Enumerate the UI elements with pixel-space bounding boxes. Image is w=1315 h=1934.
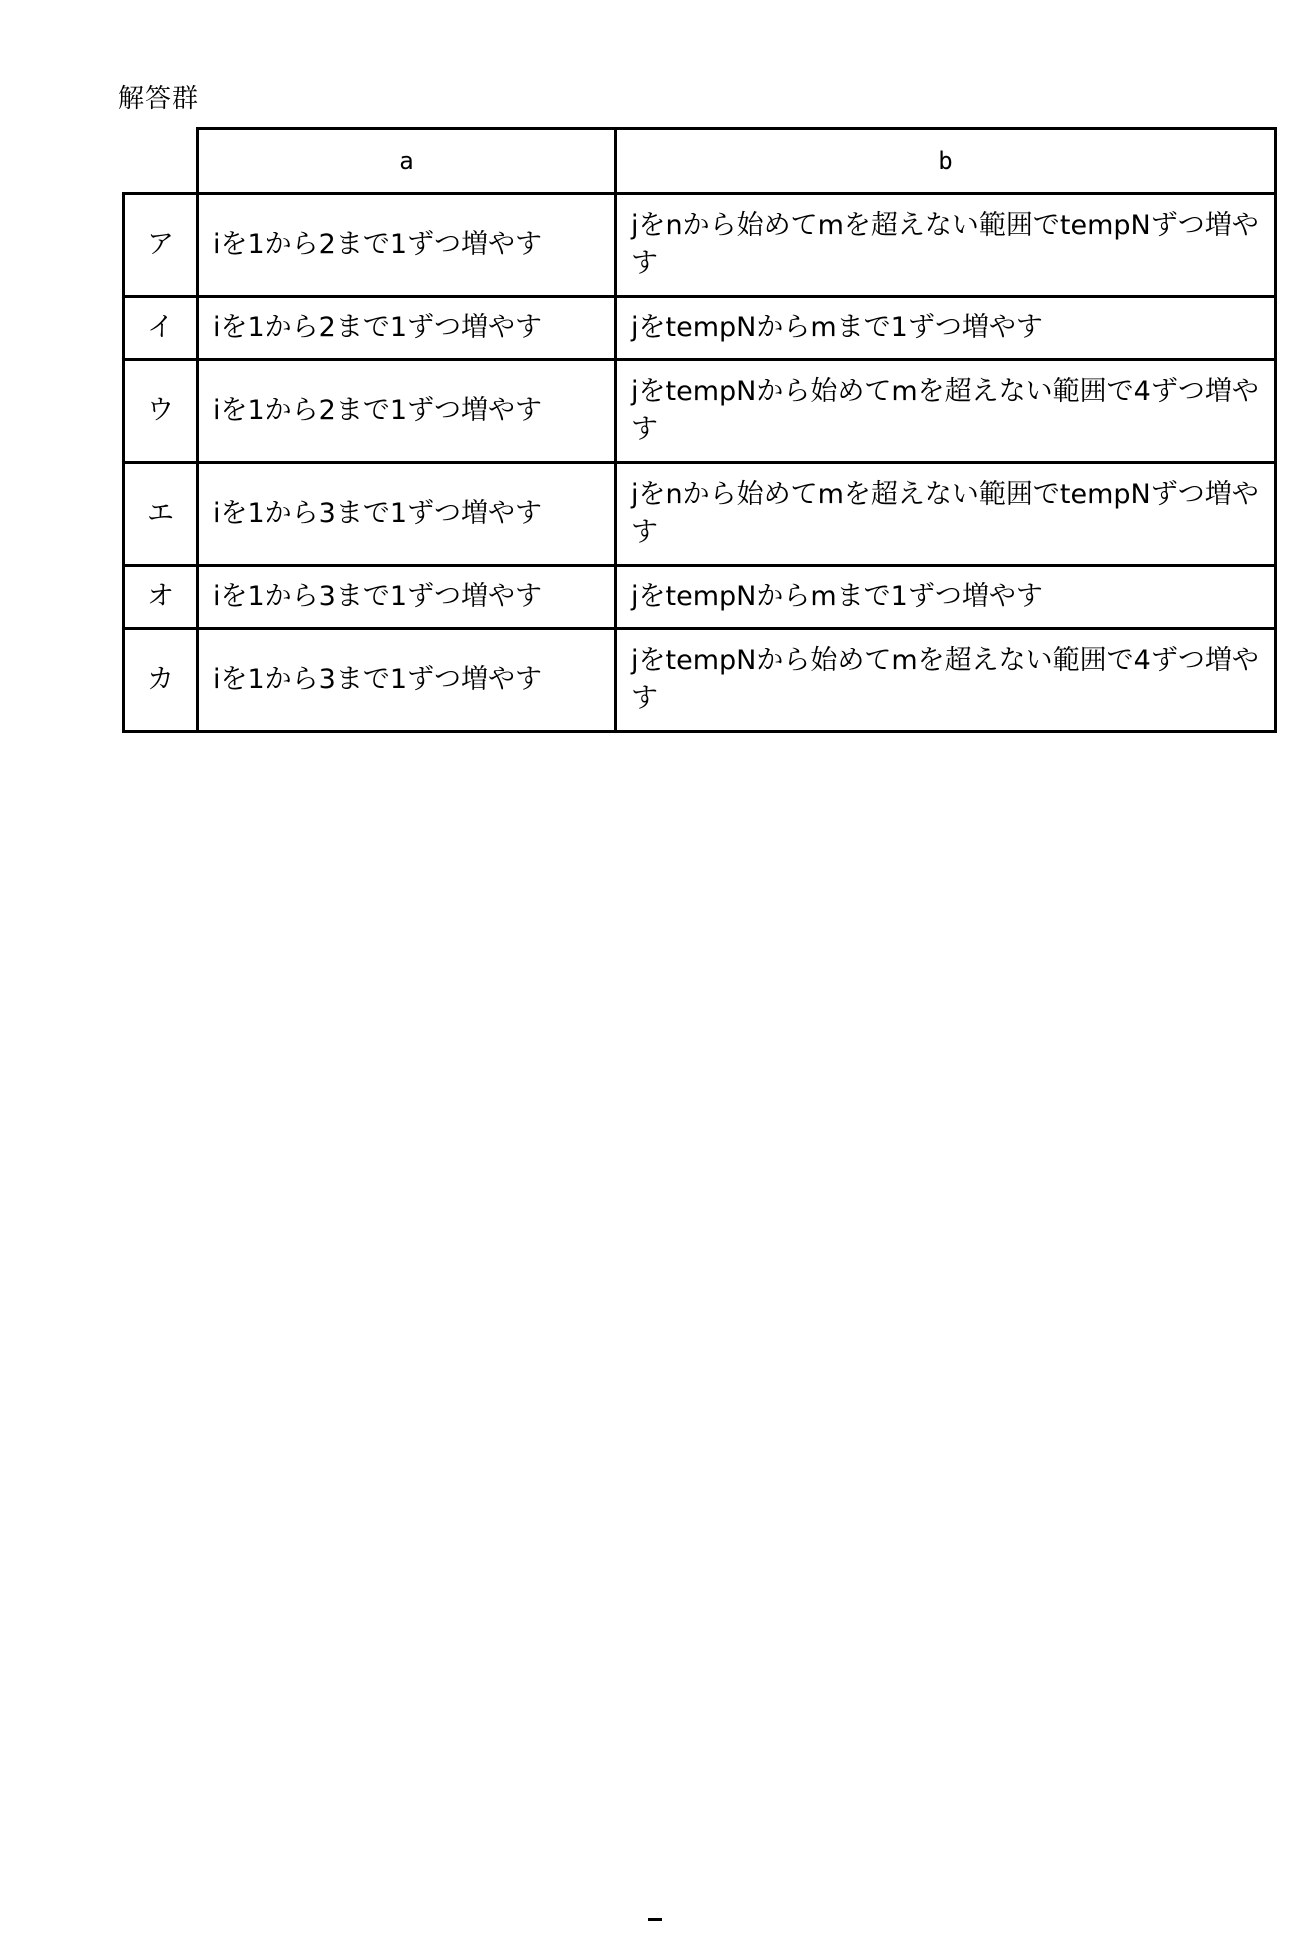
choice-key: イ	[124, 297, 198, 360]
choice-b-text: jをtempNからmまで1ずつ増やす	[616, 297, 1276, 360]
page-number-mark	[648, 1918, 662, 1934]
table-row	[124, 463, 1276, 566]
choice-key: カ	[124, 629, 198, 732]
choice-b-text: jをtempNから始めてmを超えない範囲で4ずつ増やす	[616, 360, 1276, 463]
choice-b-text: jをtempNからmまで1ずつ増やす	[616, 566, 1276, 629]
choice-b-text: jをnから始めてmを超えない範囲でtempNずつ増やす	[616, 194, 1276, 297]
choice-a-text: iを1から2まで1ずつ増やす	[198, 360, 616, 463]
table-row	[124, 566, 1276, 629]
header-b: b	[616, 129, 1276, 194]
table-row	[124, 194, 1276, 297]
choice-a-text: iを1から2まで1ずつ増やす	[198, 194, 616, 297]
choice-a-text: iを1から2まで1ずつ増やす	[198, 297, 616, 360]
choice-a-text: iを1から3まで1ずつ増やす	[198, 566, 616, 629]
choice-b-text: jをtempNから始めてmを超えない範囲で4ずつ増やす	[616, 629, 1276, 732]
header-corner-cell	[124, 129, 198, 194]
answer-choices-table	[122, 127, 1277, 733]
table-row	[124, 297, 1276, 360]
table-header-row	[124, 129, 1276, 194]
table-row	[124, 360, 1276, 463]
header-a: a	[198, 129, 616, 194]
choice-key: エ	[124, 463, 198, 566]
table-row	[124, 629, 1276, 732]
choice-key: オ	[124, 566, 198, 629]
choice-key: ア	[124, 194, 198, 297]
choice-a-text: iを1から3まで1ずつ増やす	[198, 629, 616, 732]
answer-group-heading: 解答群	[118, 84, 200, 114]
choice-a-text: iを1から3まで1ずつ増やす	[198, 463, 616, 566]
choice-key: ウ	[124, 360, 198, 463]
choice-b-text: jをnから始めてmを超えない範囲でtempNずつ増やす	[616, 463, 1276, 566]
